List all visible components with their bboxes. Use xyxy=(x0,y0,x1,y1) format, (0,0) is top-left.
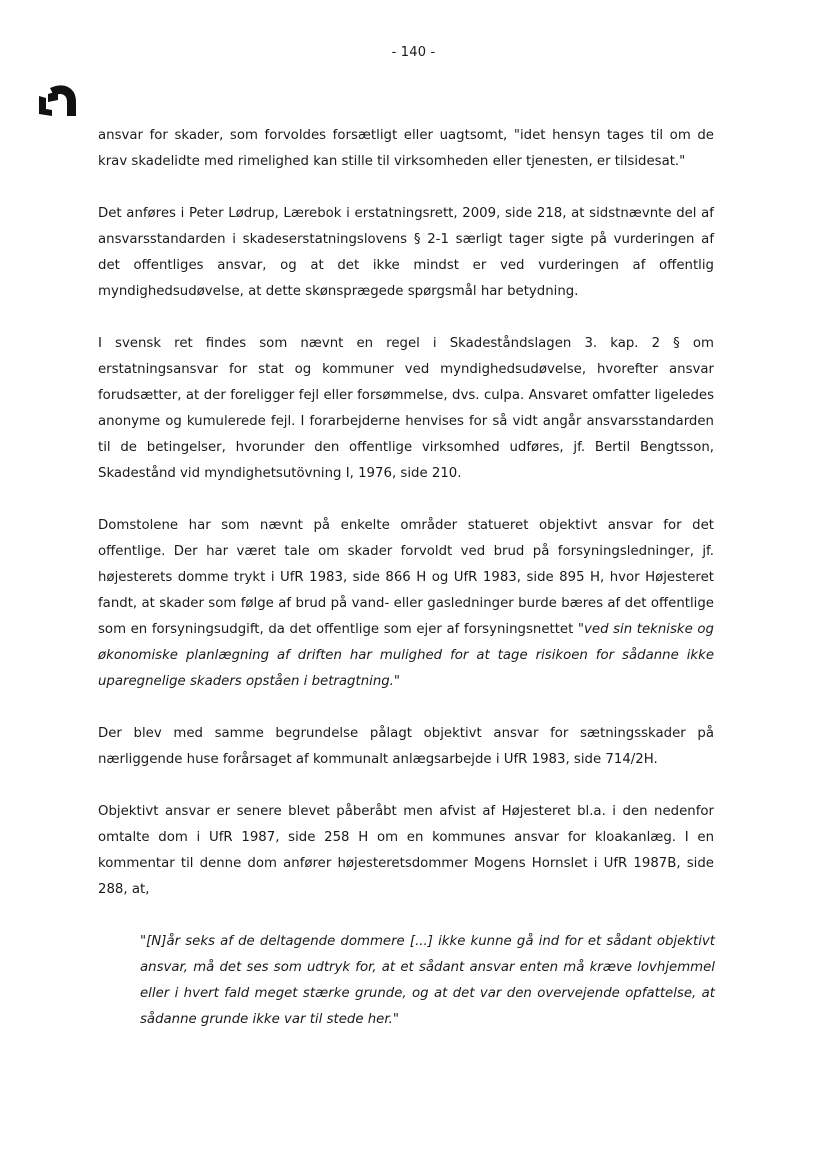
domstolene-quote: "ved sin tekniske og økonomiske planlægning af driften har mulighed for at tage risikoen for sådanne ikke uparegnelige skaders opståen i betragtning." xyxy=(98,622,714,689)
paragraph-objektivt-ansvar: Objektivt ansvar er senere blevet påberåbt men afvist af Højesteret bl.a. i den nedenfor omtalte dom i UfR 1987, side 258 H om en kommunes ansvar for kloakanlæg. I en kommentar til denne dom anfører højesteretsdommer Mogens Hornslet i UfR 1987B, side 288, at, xyxy=(98,804,714,897)
paragraph-lodrup: Det anføres i Peter Lødrup, Lærebok i erstatningsrett, 2009, side 218, at sidstnævnte del af ansvarsstandarden i skadeserstatningslovens § 2-1 særligt tager sigte på vurderingen af det offentliges ansvar, og at det ikke mindst er ved vurderingen af offentlig myndighedsudøvelse, at dette skønsprægede spørgsmål har betydning. xyxy=(98,206,714,299)
document-body xyxy=(98,123,714,1033)
block-quote-hornslet: "[N]år seks af de deltagende dommere [...] ikke kunne gå ind for et sådant objektivt ansvar, må det ses som udtryk for, at et sådant ansvar enten må kræve lovhjemmel eller i hvert fald meget stærke grunde, og at det var den overvejende opfattelse, at sådanne grunde ikke var til stede her." xyxy=(140,934,715,1027)
domstolene-text: Domstolene har som nævnt på enkelte områder statueret objektivt ansvar for det offentlige. Der har været tale om skader forvoldt ved brud på forsyningsledninger, jf. højesterets domme trykt i UfR 1983, side 866 H og UfR 1983, side 895 H, hvor Højesteret fandt, at skader som følge af brud på vand- eller gasledninger burde bæres af det offentlige som en forsyningsudgift, da det offentlige som ejer af forsyningsnettet xyxy=(98,518,714,637)
paragraph-svensk-ret: I svensk ret findes som nævnt en regel i Skadeståndslagen 3. kap. 2 § om erstatningsansvar for stat og kommuner ved myndighedsudøvelse, hvorefter ansvar forudsætter, at der foreligger fejl eller forsømmelse, dvs. culpa. Ansvaret omfatter ligeledes anonyme og kumulerede fejl. I forarbejderne henvises for så vidt angår ansvarsstandarden til de betingelser, hvorunder den offentlige virksomhed udføres, jf. Bertil Bengtsson, Skadestånd vid myndighetsutövning I, 1976, side 210. xyxy=(98,336,714,481)
publisher-logo-icon xyxy=(36,82,78,118)
paragraph-domstolene xyxy=(98,513,714,695)
paragraph-saetningsskader: Der blev med samme begrundelse pålagt objektivt ansvar for sætningsskader på nærliggende huse forårsaget af kommunalt anlægsarbejde i UfR 1983, side 714/2H. xyxy=(98,726,714,767)
page-number: - 140 - xyxy=(391,45,436,60)
paragraph-ansvar: ansvar for skader, som forvoldes forsætligt eller uagtsomt, "idet hensyn tages til om de krav skadelidte med rimelighed kan stille til virksomheden eller tjenesten, er tilsidesat." xyxy=(98,128,714,169)
